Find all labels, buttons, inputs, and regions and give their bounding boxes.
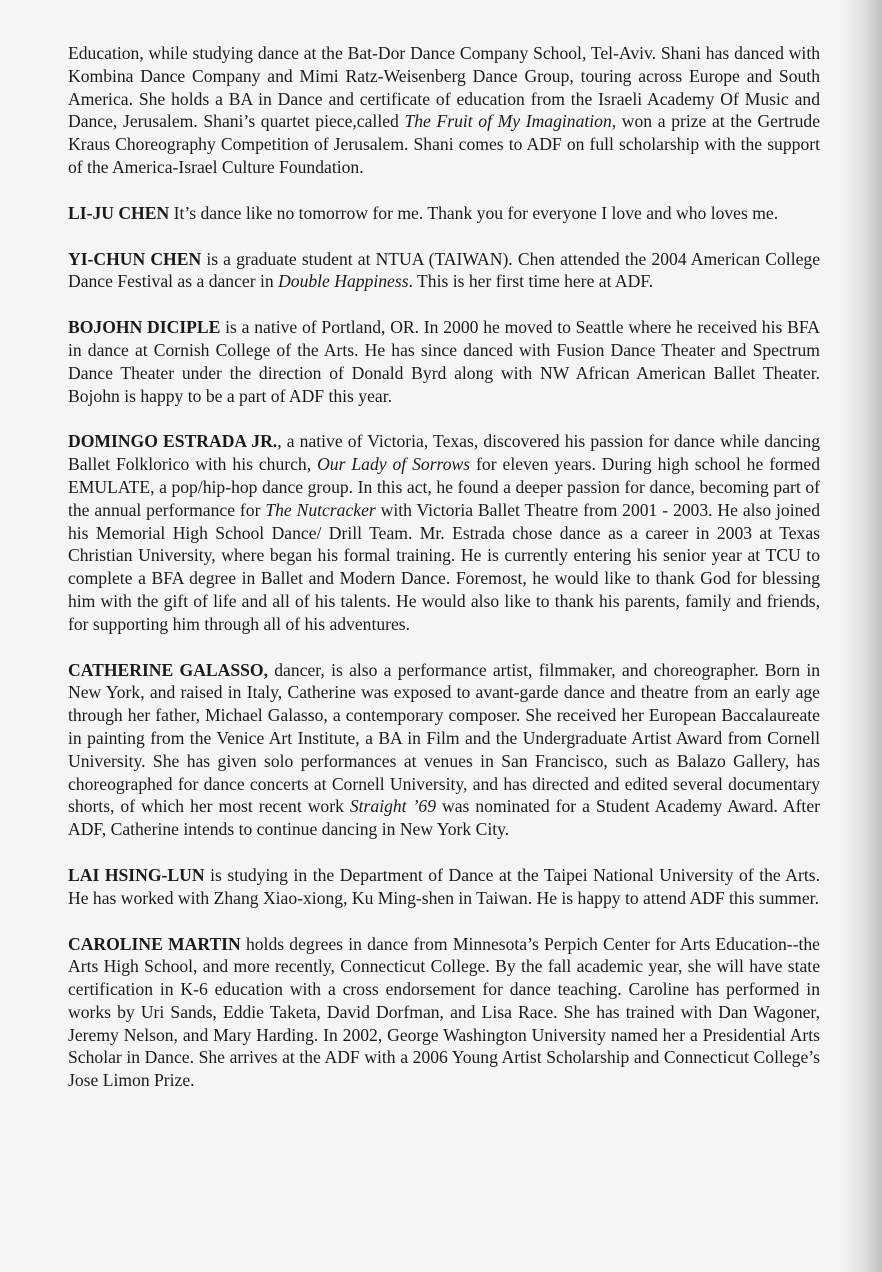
bio-work-title: The Nutcracker bbox=[265, 499, 376, 520]
bio-text: , won a prize at the Gertrude Kraus Choreography Competition of Jerusalem. Shani comes to ADF on full scholarship with the support of the America-Israel Culture Foundation. bbox=[68, 111, 821, 177]
bio-paragraph-yi-chun-chen bbox=[68, 248, 820, 294]
bio-paragraph-lai-hsing-lun bbox=[68, 864, 820, 910]
bio-text: is a native of Portland, OR. In 2000 he moved to Seattle where he received his BFA in dance at Cornish College of the Arts. He has since danced with Fusion Dance Theater and Spectrum Dance Theater under the direction of Donald Byrd along with NW African American Ballet Theater. Bojohn is happy to be a part of ADF this year. bbox=[68, 317, 821, 406]
bio-text: for eleven years. During high school he formed EMULATE, a pop/hip-hop dance group. In this act, he found a deeper passion for dance, becoming part of the annual performance for bbox=[68, 454, 821, 520]
bio-paragraph-domingo-estrada bbox=[68, 430, 820, 635]
bio-work-title: Straight ’69 bbox=[349, 796, 437, 817]
bio-name: DOMINGO ESTRADA JR. bbox=[68, 431, 278, 452]
bio-name: YI-CHUN CHEN bbox=[68, 248, 202, 269]
bio-list bbox=[68, 42, 820, 1115]
bio-work-title: Our Lady of Sorrows bbox=[317, 454, 471, 475]
bio-paragraph-caroline-martin bbox=[68, 933, 820, 1093]
bio-text: was nominated for a Student Academy Award. After ADF, Catherine intends to continue dancing in New York City. bbox=[68, 796, 820, 840]
bio-text: dancer, is also a performance artist, filmmaker, and choreographer. Born in New York, and raised in Italy, Catherine was exposed to avant-garde dance and theatre from an early age through her father, Michael Galasso, a contemporary composer. She received her European Baccalaureate in painting from the Venice Art Institute, a BA in Film and the Undergraduate Artist Award from Cornell University. She has given solo performances at venues in San Francisco, such as Balazo Gallery, has choreographed for dance concerts at Cornell University, and has directed and edited several documentary shorts, of which her most recent work bbox=[68, 659, 820, 817]
bio-text: , a native of Victoria, Texas, discovered his passion for dance while dancing Ballet Folklorico with his church, bbox=[68, 431, 820, 475]
bio-text: . This is her first time here at ADF. bbox=[408, 271, 654, 292]
bio-work-title: Double Happiness bbox=[278, 271, 409, 292]
bio-text: Education, while studying dance at the Bat-Dor Dance Company School, Tel-Aviv. Shani has danced with Kombina Dance Company and Mimi Ratz-Weisenberg Dance Group, touring across Europe and South America. She holds a BA in Dance and certificate of education from the Israeli Academy Of Music and Dance, Jerusalem. Shani’s quartet piece,called bbox=[68, 43, 820, 132]
bio-work-title: The Fruit of My Imagination bbox=[404, 111, 612, 132]
bio-text: is studying in the Department of Dance at the Taipei National University of the Arts. He has worked with Zhang Xiao-xiong, Ku Ming-shen in Taiwan. He is happy to attend ADF this summer. bbox=[68, 864, 820, 908]
bio-text: is a graduate student at NTUA (TAIWAN). Chen attended the 2004 American College Dance Festival as a dancer in bbox=[68, 248, 821, 292]
bio-name: CAROLINE MARTIN bbox=[68, 933, 241, 954]
page-edge-shadow bbox=[842, 0, 882, 1272]
bio-paragraph-li-ju-chen bbox=[68, 202, 820, 225]
bio-name: LAI HSING-LUN bbox=[68, 864, 205, 885]
bio-text: holds degrees in dance from Minnesota’s Perpich Center for Arts Education--the Arts High School, and more recently, Connecticut College. By the fall academic year, she will have state certification in K-6 education with a cross endorsement for dance teaching. Caroline has performed in works by Uri Sands, Eddie Taketa, David Dorfman, and Lisa Race. She has trained with Dan Wagoner, Jeremy Nelson, and Mary Harding. In 2002, George Washington University named her a Presidential Arts Scholar in Dance. She arrives at the ADF with a 2006 Young Artist Scholarship and Connecticut College’s Jose Limon Prize. bbox=[68, 933, 820, 1091]
bio-paragraph-bojohn-diciple bbox=[68, 316, 820, 407]
bio-name: BOJOHN DICIPLE bbox=[68, 317, 221, 338]
bio-name: CATHERINE GALASSO, bbox=[68, 659, 268, 680]
bio-paragraph-continued bbox=[68, 42, 820, 179]
bio-name: LI-JU CHEN bbox=[68, 202, 170, 223]
bio-paragraph-catherine-galasso bbox=[68, 659, 820, 841]
bio-text: with Victoria Ballet Theatre from 2001 - 2003. He also joined his Memorial High School Dance/ Drill Team. Mr. Estrada chose dance as a career in 2003 at Texas Christian University, where began his formal training. He is currently entering his senior year at TCU to complete a BFA degree in Ballet and Modern Dance. Foremost, he would like to thank God for blessing him with the gift of life and all of his talents. He would also like to thank his parents, family and friends, for supporting him through all of his adventures. bbox=[68, 499, 821, 634]
bio-text: It’s dance like no tomorrow for me. Thank you for everyone I love and who loves me. bbox=[169, 202, 779, 223]
